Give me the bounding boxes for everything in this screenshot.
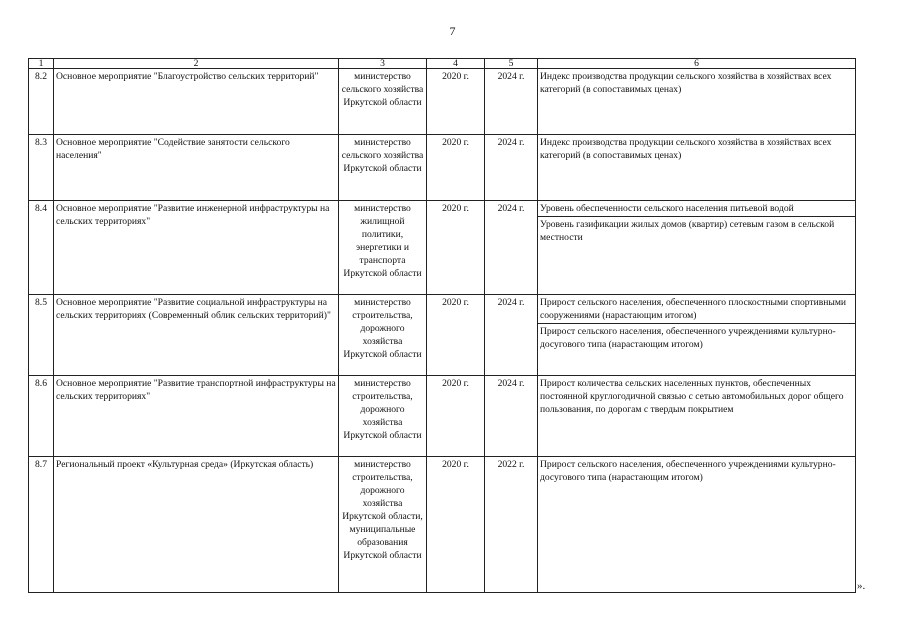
column-header: 5 xyxy=(485,59,538,69)
indicators-cell xyxy=(538,201,856,295)
indicator: Прирост сельского населения, обеспеченного учреждениями культурно-досугового типа (нарастающим итогом) xyxy=(538,323,855,352)
table-row xyxy=(29,295,856,376)
end-year: 2024 г. xyxy=(485,295,538,376)
row-number: 8.5 xyxy=(29,295,54,376)
start-year: 2020 г. xyxy=(427,376,485,457)
row-number: 8.4 xyxy=(29,201,54,295)
executor: министерство строительства, дорожного хозяйства Иркутской области xyxy=(339,295,427,376)
table-row xyxy=(29,201,856,295)
measure-name: Региональный проект «Культурная среда» (Иркутская область) xyxy=(54,457,339,593)
indicator: Индекс производства продукции сельского хозяйства в хозяйствах всех категорий (в сопоставимых ценах) xyxy=(540,71,832,95)
column-header: 3 xyxy=(339,59,427,69)
row-number: 8.2 xyxy=(29,69,54,135)
header-row xyxy=(29,59,856,69)
end-year: 2024 г. xyxy=(485,201,538,295)
end-year: 2024 г. xyxy=(485,69,538,135)
row-number: 8.7 xyxy=(29,457,54,593)
page-number: 7 xyxy=(449,24,456,38)
indicator: Прирост количества сельских населенных пунктов, обеспеченных постоянной круглогодичной связью с сетью автомобильных дорог общего пользования, по дорогам с твердым покрытием xyxy=(540,378,844,415)
row-number: 8.6 xyxy=(29,376,54,457)
table-row xyxy=(29,135,856,201)
measure-name: Основное мероприятие "Содействие занятости сельского населения" xyxy=(54,135,339,201)
indicator: Прирост сельского населения, обеспеченного учреждениями культурно-досугового типа (нарастающим итогом) xyxy=(540,459,836,483)
indicator: Уровень газификации жилых домов (квартир) сетевым газом в сельской местности xyxy=(538,216,855,245)
row-number: 8.3 xyxy=(29,135,54,201)
indicator: Индекс производства продукции сельского хозяйства в хозяйствах всех категорий (в сопоставимых ценах) xyxy=(540,137,832,161)
start-year: 2020 г. xyxy=(427,457,485,593)
indicators-cell xyxy=(538,376,856,457)
indicator: Прирост сельского населения, обеспеченного плоскостными спортивными сооружениями (нарастающим итогом) xyxy=(540,297,847,321)
indicators-cell xyxy=(538,457,856,593)
executor: министерство сельского хозяйства Иркутской области xyxy=(339,69,427,135)
start-year: 2020 г. xyxy=(427,135,485,201)
column-header: 6 xyxy=(538,59,856,69)
measure-name: Основное мероприятие "Благоустройство сельских территорий" xyxy=(54,69,339,135)
indicator: Уровень обеспеченности сельского населения питьевой водой xyxy=(540,203,794,214)
executor: министерство строительства, дорожного хозяйства Иркутской области, муниципальные образования Иркутской области xyxy=(339,457,427,593)
indicators-cell xyxy=(538,135,856,201)
executor: министерство жилищной политики, энергетики и транспорта Иркутской области xyxy=(339,201,427,295)
start-year: 2020 г. xyxy=(427,295,485,376)
column-header: 2 xyxy=(54,59,339,69)
table-row xyxy=(29,69,856,135)
table-row xyxy=(29,457,856,593)
closing-mark: ». xyxy=(857,580,866,592)
end-year: 2022 г. xyxy=(485,457,538,593)
measure-name: Основное мероприятие "Развитие социальной инфраструктуры на сельских территориях (Современный облик сельских территорий)" xyxy=(54,295,339,376)
end-year: 2024 г. xyxy=(485,135,538,201)
start-year: 2020 г. xyxy=(427,69,485,135)
end-year: 2024 г. xyxy=(485,376,538,457)
start-year: 2020 г. xyxy=(427,201,485,295)
column-header: 1 xyxy=(29,59,54,69)
indicators-cell xyxy=(538,69,856,135)
measures-table xyxy=(28,58,856,593)
column-header: 4 xyxy=(427,59,485,69)
measure-name: Основное мероприятие "Развитие транспортной инфраструктуры на сельских территориях" xyxy=(54,376,339,457)
table-row xyxy=(29,376,856,457)
executor: министерство сельского хозяйства Иркутской области xyxy=(339,135,427,201)
measure-name: Основное мероприятие "Развитие инженерной инфраструктуры на сельских территориях" xyxy=(54,201,339,295)
indicators-cell xyxy=(538,295,856,376)
executor: министерство строительства, дорожного хозяйства Иркутской области xyxy=(339,376,427,457)
